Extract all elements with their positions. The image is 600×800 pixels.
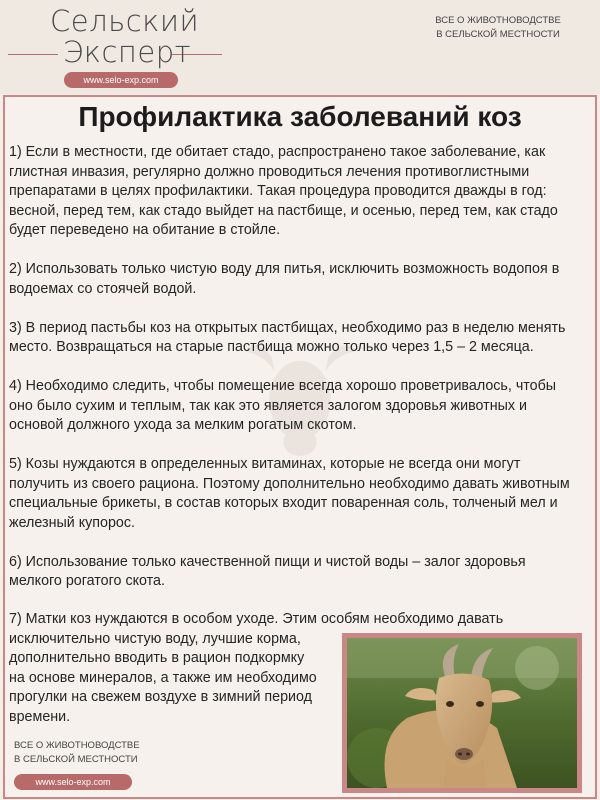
footer-tagline-line2: В СЕЛЬСКОЙ МЕСТНОСТИ bbox=[14, 754, 138, 765]
goat-photo-illustration bbox=[347, 638, 577, 788]
footer-tagline bbox=[14, 739, 140, 767]
goat-photo bbox=[342, 633, 582, 793]
logo-text-line2: Эксперт bbox=[63, 35, 192, 69]
header-tagline-line1: ВСЕ О ЖИВОТНОВОДСТВЕ bbox=[435, 15, 561, 26]
paragraph-1: 1) Если в местности, где обитает стадо, распространено такое заболевание, как глистная инвазия, регулярно должно проводиться лечения противоглистными препаратами в целях профилактики. Такая процедура проводится дважды в год: весной, перед тем, как стадо выйдет на пастбище, и осенью, перед тем, как стадо будет переведено на обитание в стойле. bbox=[9, 144, 558, 238]
article-title: Профилактика заболеваний коз bbox=[78, 101, 522, 132]
paragraph-3: 3) В период пастьбы коз на открытых пастбищах, необходимо раз в неделю менять место. Возвращаться на старые пастбища можно только через 1,5 – 2 месяца. bbox=[9, 319, 566, 355]
paragraph-6: 6) Использование только качественной пищи и чистой воды – залог здоровья мелкого рогатого скота. bbox=[9, 553, 526, 589]
header-tagline-line2: В СЕЛЬСКОЙ МЕСТНОСТИ bbox=[436, 29, 560, 40]
logo-rule-left bbox=[8, 54, 58, 55]
footer-tagline-line1: ВСЕ О ЖИВОТНОВОДСТВЕ bbox=[14, 740, 140, 751]
paragraph-7-line4: на основе минералов, а также им необходимо bbox=[9, 669, 317, 686]
footer-url-link[interactable]: www.selo-exp.com bbox=[14, 774, 132, 790]
paragraph-7-line6: времени. bbox=[9, 708, 71, 725]
paragraph-5: 5) Козы нуждаются в определенных витаминах, которые не всегда они могут получить из своего рациона. Поэтому дополнительно необходимо давать животным специальные брикеты, в состав которых входит поваренная соль, толченый мел и железный купорос. bbox=[9, 456, 570, 531]
site-header bbox=[0, 0, 600, 94]
paragraph-4: 4) Необходимо следить, чтобы помещение всегда хорошо проветривалось, чтобы оно было сухим и теплым, так как это является залогом здоровья животных и основой должного ухода за мелким рогатым скотом. bbox=[9, 378, 557, 433]
header-tagline bbox=[418, 14, 578, 42]
article-body bbox=[9, 143, 581, 611]
logo-text-line1: Сельский bbox=[50, 4, 200, 38]
paragraph-7-line2: исключительно чистую воду, лучшие корма, bbox=[9, 630, 301, 647]
paragraph-7-line1: 7) Матки коз нуждаются в особом уходе. Этим особям необходимо давать bbox=[9, 611, 504, 627]
paragraph-7-line5: прогулки на свежем воздухе в зимний период bbox=[9, 689, 313, 705]
paragraph-2: 2) Использовать только чистую воду для питья, исключить возможность водопоя в водоемах со стоячей водой. bbox=[9, 261, 560, 297]
header-url-link[interactable]: www.selo-exp.com bbox=[64, 72, 178, 88]
paragraph-7-line3: дополнительно вводить в рацион подкормку bbox=[9, 650, 305, 666]
